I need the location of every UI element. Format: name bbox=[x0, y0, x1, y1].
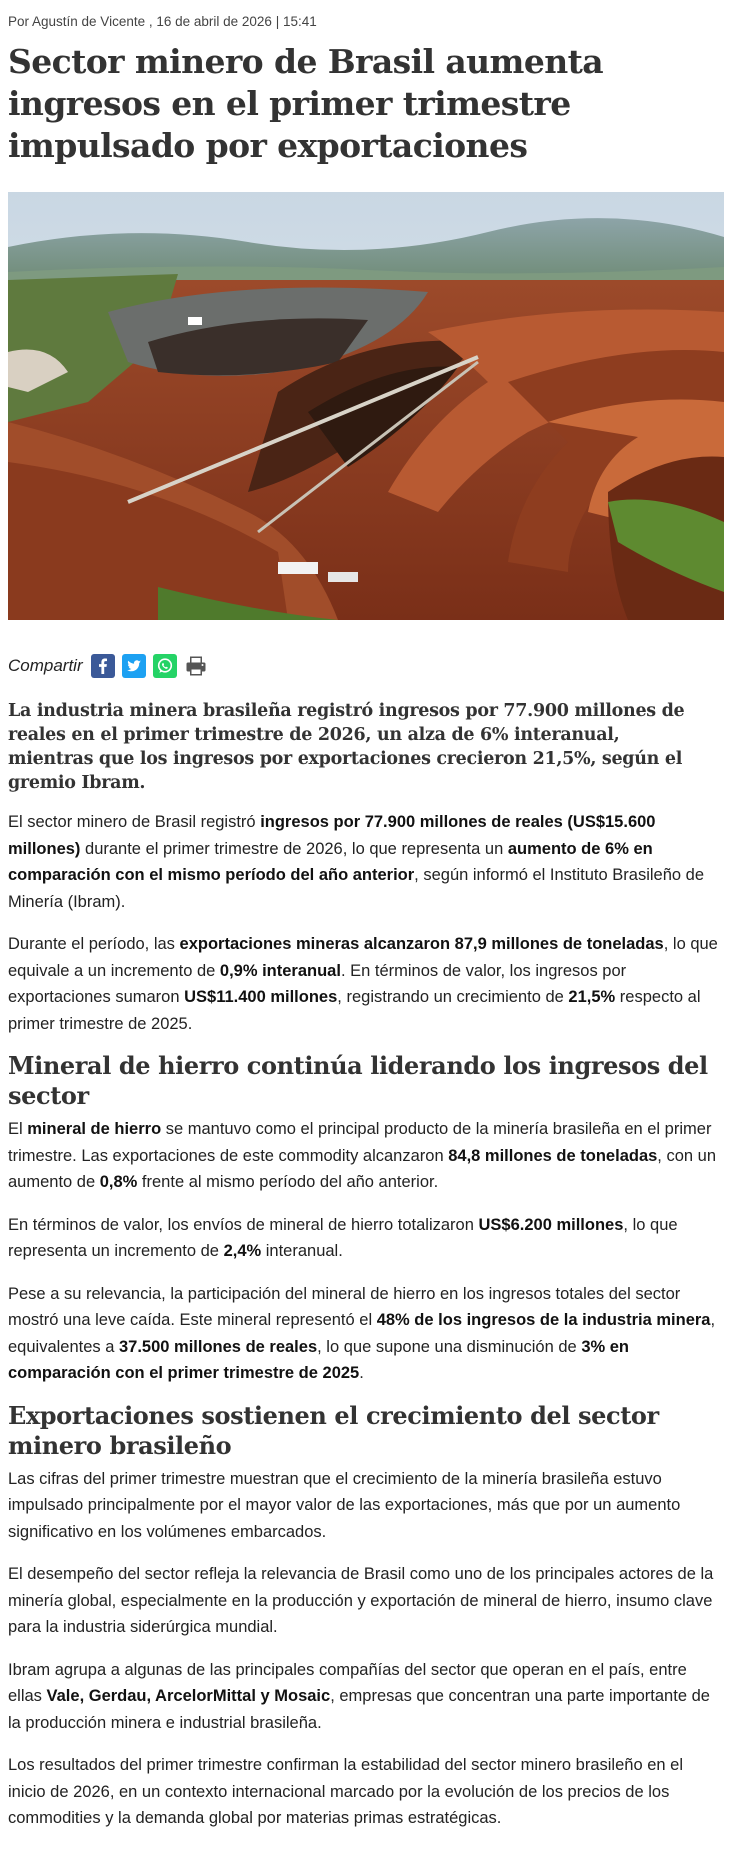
article-lead: La industria minera brasileña registró ingresos por 77.900 millones de reales en el primer trimestre de 2026, un alza de 6% interanual, mientras que los ingresos por exportaciones crecieron 21,5%, según el gremio Ibram. bbox=[8, 701, 685, 793]
share-bar bbox=[8, 651, 732, 681]
whatsapp-icon[interactable] bbox=[153, 654, 177, 678]
paragraph: Los resultados del primer trimestre confirman la estabilidad del sector minero brasileño en el inicio de 2026, en un contexto internacional marcado por la evolución de los precios de los commodities y la demanda global por materias primas estratégicas. bbox=[8, 1756, 683, 1827]
print-icon[interactable] bbox=[184, 654, 208, 678]
byline: Por Agustín de Vicente , 16 de abril de 2026 | 15:41 bbox=[8, 14, 317, 29]
paragraph: En términos de valor, los envíos de mineral de hierro totalizaron US$6.200 millones, lo que representa un incremento de 2,4% interanual. bbox=[8, 1215, 678, 1260]
paragraph: Pese a su relevancia, la participación del mineral de hierro en los ingresos totales del sector mostró una leve caída. Este mineral representó el 48% de los ingresos de la industria minera, equivalentes a 37.500 millones de reales, lo que supone una disminución de 3% en comparación con el primer trimestre de 2025. bbox=[8, 1284, 716, 1382]
hero-image-mine bbox=[8, 192, 724, 620]
section-heading: Exportaciones sostienen el crecimiento del sector minero brasileño bbox=[8, 1400, 659, 1460]
share-label: Compartir bbox=[8, 656, 83, 675]
paragraph: Durante el período, las exportaciones mineras alcanzaron 87,9 millones de toneladas, lo que equivale a un incremento de 0,9% interanual. En términos de valor, los ingresos por exportaciones sumaron US$11.400 millones, registrando un crecimiento de 21,5% respecto al primer trimestre de 2025. bbox=[8, 935, 718, 1033]
twitter-icon[interactable] bbox=[122, 654, 146, 678]
paragraph: Ibram agrupa a algunas de las principales compañías del sector que operan en el país, entre ellas Vale, Gerdau, ArcelorMittal y Mosaic, empresas que concentran una parte importante de la producción minera e industrial brasileña. bbox=[8, 1660, 710, 1732]
paragraph: El mineral de hierro se mantuvo como el principal producto de la minería brasileña en el primer trimestre. Las exportaciones de este commodity alcanzaron 84,8 millones de toneladas, con un aumento de 0,8% frente al mismo período del año anterior. bbox=[8, 1120, 717, 1191]
facebook-icon[interactable] bbox=[91, 654, 115, 678]
paragraph: El desempeño del sector refleja la relevancia de Brasil como uno de los principales actores de la minería global, especialmente en la producción y exportación de mineral de hierro, insumo clave para la industria siderúrgica mundial. bbox=[8, 1565, 714, 1636]
paragraph: Las cifras del primer trimestre muestran que el crecimiento de la minería brasileña estuvo impulsado principalmente por el mayor valor de las exportaciones, más que por un aumento significativo en los volúmenes embarcados. bbox=[8, 1469, 681, 1541]
paragraph: El sector minero de Brasil registró ingresos por 77.900 millones de reales (US$15.600 millones) durante el primer trimestre de 2026, lo que representa un aumento de 6% en comparación con el mismo período del año anterior, según informó el Instituto Brasileño de Minería (Ibram). bbox=[8, 813, 705, 911]
section-heading: Mineral de hierro continúa liderando los ingresos del sector bbox=[8, 1051, 708, 1110]
article-title: Sector minero de Brasil aumenta ingresos en el primer trimestre impulsado por exportaciones bbox=[8, 42, 604, 165]
